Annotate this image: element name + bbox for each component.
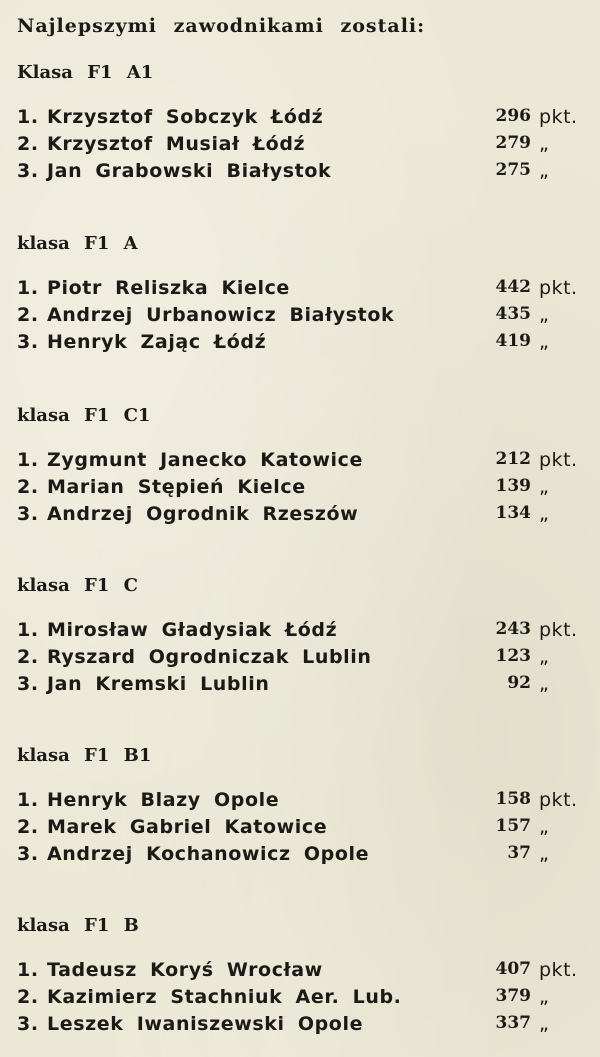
- result-row: [17, 160, 597, 186]
- competitor-name: Krzysztof Musiał Łódź: [47, 133, 306, 155]
- result-row: [17, 331, 597, 357]
- result-row: [17, 277, 597, 303]
- rank: 2.: [17, 646, 39, 668]
- competitor-name: Leszek Iwaniszewski Opole: [47, 1013, 364, 1035]
- rank: 3.: [17, 843, 39, 865]
- result-row: [17, 646, 597, 672]
- rank: 3.: [17, 331, 39, 353]
- score-unit: „: [539, 133, 550, 155]
- result-row: [17, 106, 597, 132]
- score: 337: [495, 1013, 531, 1033]
- score-unit: „: [539, 476, 550, 498]
- rank: 1.: [17, 789, 39, 811]
- rank: 3.: [17, 503, 39, 525]
- score-unit: „: [539, 1013, 550, 1035]
- rank: 1.: [17, 277, 39, 299]
- result-row: [17, 449, 597, 475]
- result-row: [17, 816, 597, 842]
- result-row: [17, 476, 597, 502]
- competitor-name: Jan Grabowski Białystok: [47, 160, 332, 182]
- competitor-name: Andrzej Kochanowicz Opole: [47, 843, 370, 865]
- competitor-name: Jan Kremski Lublin: [47, 673, 270, 695]
- competitor-name: Piotr Reliszka Kielce: [47, 277, 290, 299]
- score: 407: [495, 959, 531, 979]
- score: 275: [495, 160, 531, 180]
- score: 158: [495, 789, 531, 809]
- score-unit: „: [539, 331, 550, 353]
- rank: 2.: [17, 816, 39, 838]
- competitor-name: Tadeusz Koryś Wrocław: [47, 959, 323, 981]
- rank: 2.: [17, 133, 39, 155]
- result-row: [17, 304, 597, 330]
- score: 442: [495, 277, 531, 297]
- score: 37: [507, 843, 531, 863]
- score-unit: „: [539, 304, 550, 326]
- rank: 3.: [17, 160, 39, 182]
- score-unit: „: [539, 986, 550, 1008]
- section-heading: klasa F1 C1: [17, 405, 151, 426]
- score: 134: [495, 503, 531, 523]
- competitor-name: Andrzej Ogrodnik Rzeszów: [47, 503, 359, 525]
- section-heading: klasa F1 B1: [17, 745, 152, 766]
- score-unit: pkt.: [539, 106, 578, 128]
- rank: 3.: [17, 673, 39, 695]
- score: 123: [495, 646, 531, 666]
- rank: 1.: [17, 449, 39, 471]
- score-unit: pkt.: [539, 789, 578, 811]
- competitor-name: Krzysztof Sobczyk Łódź: [47, 106, 324, 128]
- page-title: Najlepszymi zawodnikami zostali:: [17, 15, 426, 37]
- score: 379: [495, 986, 531, 1006]
- result-row: [17, 133, 597, 159]
- score-unit: pkt.: [539, 277, 578, 299]
- score-unit: „: [539, 160, 550, 182]
- score: 296: [495, 106, 531, 126]
- competitor-name: Henryk Zając Łódź: [47, 331, 267, 353]
- competitor-name: Henryk Blazy Opole: [47, 789, 280, 811]
- score: 212: [495, 449, 531, 469]
- rank: 2.: [17, 986, 39, 1008]
- score-unit: „: [539, 843, 550, 865]
- score-unit: pkt.: [539, 619, 578, 641]
- rank: 3.: [17, 1013, 39, 1035]
- result-row: [17, 503, 597, 529]
- result-row: [17, 843, 597, 869]
- result-row: [17, 959, 597, 985]
- result-row: [17, 619, 597, 645]
- section-heading: klasa F1 C: [17, 575, 138, 596]
- score: 92: [507, 673, 531, 693]
- score: 157: [495, 816, 531, 836]
- score: 419: [495, 331, 531, 351]
- score-unit: pkt.: [539, 959, 578, 981]
- rank: 1.: [17, 959, 39, 981]
- score: 435: [495, 304, 531, 324]
- score: 243: [495, 619, 531, 639]
- rank: 1.: [17, 619, 39, 641]
- result-row: [17, 673, 597, 699]
- score: 279: [495, 133, 531, 153]
- score-unit: „: [539, 503, 550, 525]
- result-row: [17, 1013, 597, 1039]
- result-row: [17, 986, 597, 1012]
- section-heading: Klasa F1 A1: [17, 62, 154, 83]
- competitor-name: Kazimierz Stachniuk Aer. Lub.: [47, 986, 402, 1008]
- competitor-name: Marek Gabriel Katowice: [47, 816, 328, 838]
- competitor-name: Zygmunt Janecko Katowice: [47, 449, 363, 471]
- result-row: [17, 789, 597, 815]
- score-unit: „: [539, 816, 550, 838]
- rank: 2.: [17, 304, 39, 326]
- competitor-name: Mirosław Gładysiak Łódź: [47, 619, 338, 641]
- rank: 2.: [17, 476, 39, 498]
- competitor-name: Andrzej Urbanowicz Białystok: [47, 304, 395, 326]
- section-heading: klasa F1 A: [17, 233, 138, 254]
- score-unit: „: [539, 673, 550, 695]
- score-unit: „: [539, 646, 550, 668]
- rank: 1.: [17, 106, 39, 128]
- competitor-name: Marian Stępień Kielce: [47, 476, 306, 498]
- competitor-name: Ryszard Ogrodniczak Lublin: [47, 646, 372, 668]
- score-unit: pkt.: [539, 449, 578, 471]
- score: 139: [495, 476, 531, 496]
- section-heading: klasa F1 B: [17, 915, 139, 936]
